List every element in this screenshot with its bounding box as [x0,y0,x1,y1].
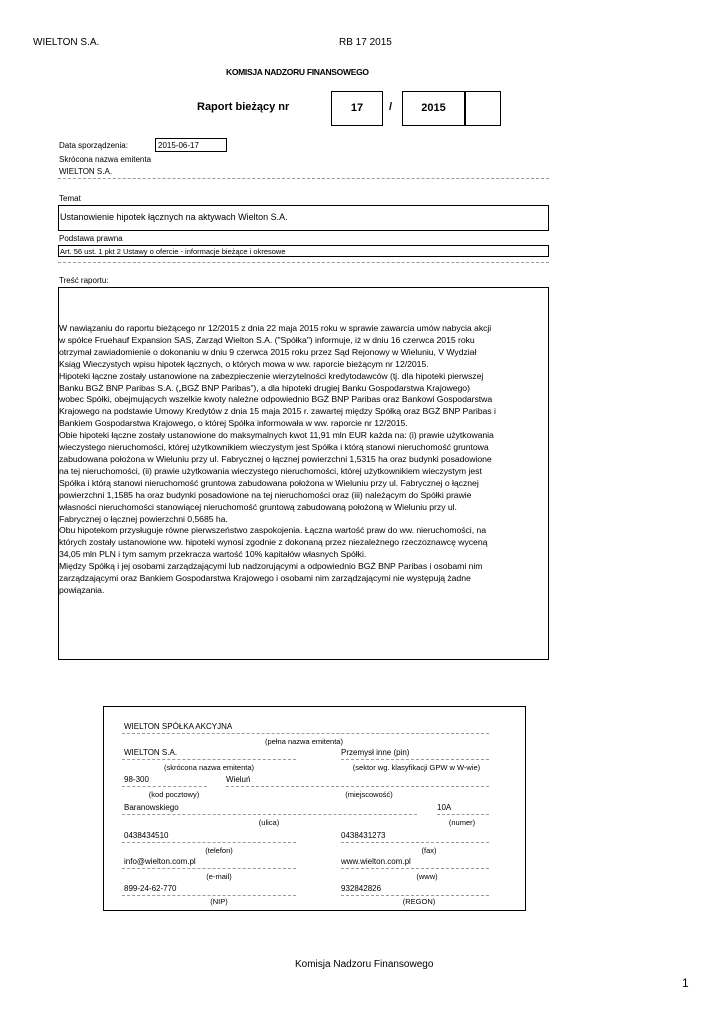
header-company: WIELTON S.A. [33,37,100,48]
issuer-email[interactable]: info@wielton.com.pl [124,857,196,866]
divider [122,868,296,869]
issuer-box [103,706,526,911]
divider [341,868,489,869]
full-name-label: (pełna nazwa emitenta) [265,737,343,746]
divider [122,814,417,815]
phone-label: (telefon) [205,846,233,855]
www-label: (www) [416,872,438,881]
footer-text: Komisja Nadzoru Finansowego [295,959,434,970]
report-label: Raport bieżący nr [197,101,290,113]
issuer-nip: 899-24-62-770 [124,884,177,893]
short-name-value: WIELTON S.A. [59,167,113,176]
issuer-www[interactable]: www.wielton.com.pl [341,857,411,866]
number-label: (numer) [448,818,476,827]
divider [437,814,489,815]
content-text: W nawiązaniu do raportu bieżącego nr 12/2015 z dnia 22 maja 2015 roku w sprawie zawarcia umów nabycia akcji w spółce Fruehauf Expansion SAS, Zarząd Wielton S.A. ("Spółka") informuje, iż w dniu 16 czerwca 2015 roku otrzymał zawiadomienie o dokonaniu w dniu 9 czerwca 2015 roku przez Sąd Rejonowy w Wieluniu, V Wydział Ksiąg Wieczystych wpisu hipotek łącznych, o których mowa w ww. raporcie bieżącym nr 12/2015. Hipoteki łączne zostały ustanowione na zabezpieczenie wierzytelności kredytodawców (tj. dla hipoteki pierwszej Banku BGŻ BNP Paribas S.A. („BGŻ BNP Paribas”), a dla hipoteki drugiej Banku Gospodarstwa Krajowego) wobec Spółki, obejmujących wszelkie kwoty należne odpowiednio BGŻ BNP Paribas oraz Bankowi Gospodarstwa Krajowego na podstawie Umowy Kredytów z dnia 15 maja 2015 r. zawartej między Spółką oraz BGŻ BNP Paribas i Bankiem Gospodarstwa Krajowego, o której Spółka informowała w ww. raporcie nr 12/2015. Obie hipoteki łączne zostały ustanowione do maksymalnych kwot 11,91 mln EUR każda na: (i) prawie użytkowania wieczystego nieruchomości, której użytkownikiem wieczystym jest Spółka i którą stanowi nieruchomość gruntowa zabudowana położona w Wieluniu przy ul. Fabrycznej o łącznej powierzchni 1,5315 ha oraz budynki posadowione na tej nieruchomości, (ii) prawie użytkowania wieczystego nieruchomości, której użytkownikiem wieczystym jest Spółka i którą stanowi nieruchomość gruntowa zabudowana położona w Wieluniu przy ul. Fabrycznej o łącznej powierzchni 1,1585 ha oraz budynki posadowione na tej nieruchomości oraz (iii) należącym do Spółki prawie własności nieruchomości stanowiącej nieruchomość gruntową zabudowaną położoną w Wieluniu przy ul. Fabrycznej o łącznej powierzchni 0,5685 ha. Obu hipotekom przysługuje równe pierwszeństwo zaspokojenia. Łączna wartość praw do ww. nieruchomości, na których zostały ustanowione ww. hipoteki wynosi zgodnie z dokonaną przez niezależnego rzeczoznawcę wyceną 34,05 mln PLN i tym samym przekracza wartość 10% kapitałów własnych Spółki. Między Spółką i jej osobami zarządzającymi lub nadzorującymi a odpowiednio BGŻ BNP Paribas i osobami nim zarządzającymi oraz Bankiem Gospodarstwa Krajowego i osobami nim zarządzającymi nie występują żadne powiązania. [59,323,496,595]
issuer-full-name: WIELTON SPÓŁKA AKCYJNA [124,722,233,731]
regon-label: (REGON) [402,897,436,906]
issuer-short-name: WIELTON S.A. [124,748,178,757]
subject-value: Ustanowienie hipotek łącznych na aktywach Wielton S.A. [60,212,288,222]
report-year: 2015 [421,102,446,114]
date-value: 2015-06-17 [155,138,227,152]
report-number-box [331,91,383,126]
postal-code-label: (kod pocztowy) [148,790,200,799]
divider [58,262,549,263]
issuer-regon: 932842826 [341,884,382,893]
report-number: 17 [350,102,364,114]
commission-title: KOMISJA NADZORU FINANSOWEGO [226,67,369,77]
email-label: (e-mail) [206,872,232,881]
issuer-number: 10A [437,803,452,812]
report-year-box [402,91,465,126]
divider [122,786,207,787]
legal-basis-value: Art. 56 ust. 1 pkt 2 Ustawy o ofercie - informacje bieżące i okresowe [60,247,286,256]
nip-label: (NIP) [210,897,228,906]
content-box [58,287,549,660]
divider [122,733,489,734]
date-label: Data sporządzenia: [59,141,128,150]
legal-basis-box [58,245,549,257]
header-report-code: RB 17 2015 [339,37,392,48]
city-label: (miejscowość) [345,790,393,799]
divider [341,895,489,896]
subject-box [58,205,549,231]
fax-label: (fax) [421,846,437,855]
report-slash: / [389,101,393,113]
report-extra-box [465,91,501,126]
page-number: 1 [682,976,689,990]
divider [122,895,296,896]
divider [226,786,489,787]
street-label: (ulica) [258,818,280,827]
issuer-city: Wieluń [226,775,251,784]
divider [122,759,296,760]
issuer-postal-code: 98-300 [124,775,149,784]
divider [58,178,549,179]
subject-label: Temat [59,194,81,203]
short-name-label: Skrócona nazwa emitenta [59,155,152,164]
short-name-label: (skrócona nazwa emitenta) [163,763,255,772]
content-label: Treść raportu: [59,276,109,285]
issuer-sector: Przemysł inne (pin) [341,748,410,757]
sector-label: (sektor wg. klasyfikacji GPW w W-wie) [352,763,481,772]
legal-basis-label: Podstawa prawna [59,234,123,243]
divider [341,759,489,760]
issuer-fax: 0438431273 [341,831,386,840]
divider [341,842,489,843]
issuer-street: Baranowskiego [124,803,179,812]
divider [122,842,296,843]
issuer-phone: 0438434510 [124,831,169,840]
